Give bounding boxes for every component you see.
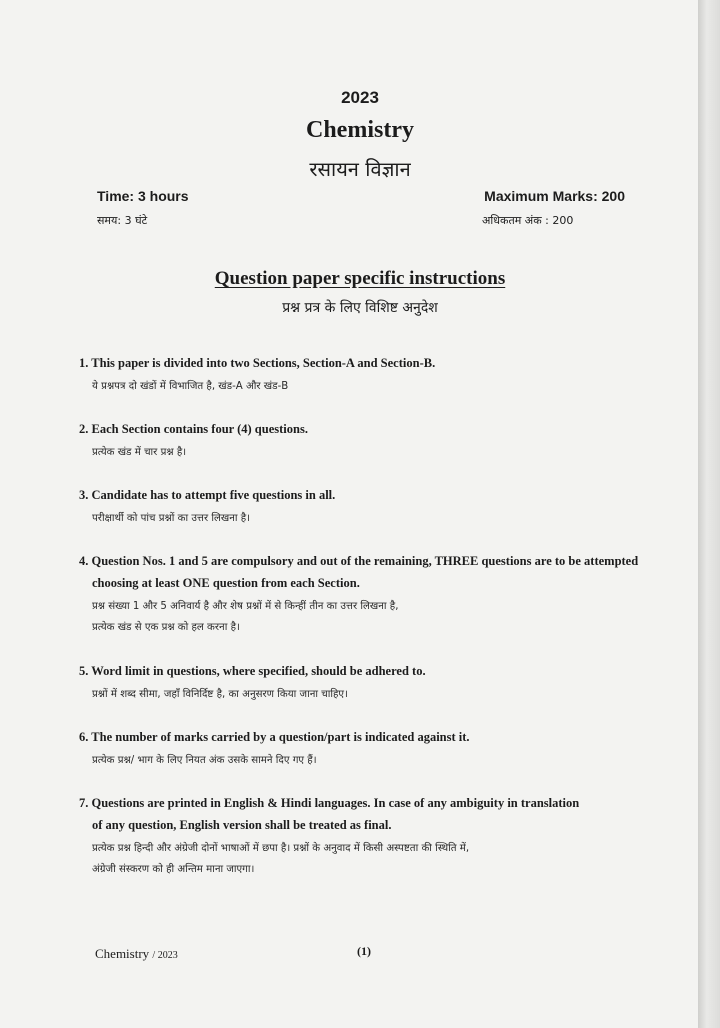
page-number: (1)	[357, 944, 371, 958]
instruction-english-line: choosing at least ONE question from each Section.	[92, 576, 360, 590]
instruction-hindi-line: प्रश्न संख्या 1 और 5 अनिवार्य है और शेष प्रश्नों में से किन्हीं तीन का उत्तर लिखना है,	[92, 601, 399, 612]
footer-subject	[95, 946, 178, 962]
instruction-hindi: ये प्रश्नपत्र दो खंडों में विभाजित है, खंड-A और खंड-B	[92, 381, 289, 392]
instruction-hindi: परीक्षार्थी को पांच प्रश्नों का उत्तर लिखना है।	[92, 513, 251, 524]
max-marks-label: Maximum Marks: 200	[484, 188, 625, 204]
instructions-heading	[0, 268, 720, 290]
footer-subject-name: Chemistry	[95, 946, 150, 961]
max-marks-label-hindi: अधिकतम अंक : 200	[482, 214, 574, 227]
instruction-hindi-line: प्रत्येक खंड से एक प्रश्न को हल करना है।	[92, 622, 240, 633]
instruction-english-line: 7. Questions are printed in English & Hindi languages. In case of any ambiguity in translation	[79, 796, 580, 810]
instruction-english: 5. Word limit in questions, where specified, should be adhered to.	[79, 664, 426, 678]
time-label: Time: 3 hours	[97, 188, 189, 204]
instruction-hindi-line: अंग्रेजी संस्करण को ही अन्तिम माना जाएगा।	[92, 864, 255, 875]
exam-year: 2023	[341, 88, 379, 107]
instruction-english: 6. The number of marks carried by a question/part is indicated against it.	[79, 730, 470, 744]
instruction-item	[79, 726, 669, 771]
instruction-english-line: 4. Question Nos. 1 and 5 are compulsory and out of the remaining, THREE questions are to be attempted	[79, 554, 639, 568]
instruction-english	[79, 550, 669, 594]
instruction-english: 3. Candidate has to attempt five questions in all.	[79, 488, 336, 502]
instruction-item	[79, 484, 669, 529]
instruction-english: 2. Each Section contains four (4) questions.	[79, 422, 308, 436]
instruction-item	[79, 792, 669, 880]
footer-year: / 2023	[152, 950, 178, 961]
instruction-item	[79, 418, 669, 463]
instruction-item	[79, 550, 669, 638]
instruction-item	[79, 660, 669, 705]
instruction-hindi: प्रत्येक खंड में चार प्रश्न है।	[92, 447, 187, 458]
time-label-hindi: समय: 3 घंटे	[97, 214, 148, 227]
subject-title: Chemistry	[306, 117, 414, 143]
instruction-english: 1. This paper is divided into two Sections, Section-A and Section-B.	[79, 356, 436, 370]
instruction-hindi	[79, 838, 669, 880]
subject-title-hindi: रसायन विज्ञान	[309, 157, 411, 181]
instruction-hindi-line: प्रत्येक प्रश्न हिन्दी और अंग्रेजी दोनों भाषाओं में छपा है। प्रश्नों के अनुवाद में किसी अस्पष्टता की स्थिति में,	[92, 843, 470, 854]
instructions-heading-hindi: प्रश्न प्रत्र के लिए विशिष्ट अनुदेश	[282, 300, 438, 316]
instruction-item	[79, 352, 669, 397]
instruction-hindi	[79, 596, 669, 638]
instruction-hindi: प्रत्येक प्रश्न/ भाग के लिए नियत अंक उसके सामने दिए गए हैं।	[92, 755, 317, 766]
instruction-hindi: प्रश्नों में शब्द सीमा, जहाँ विनिर्दिष्ट है, का अनुसरण किया जाना चाहिए।	[92, 689, 348, 700]
instruction-english	[79, 792, 669, 836]
instruction-english-line: of any question, English version shall be treated as final.	[92, 818, 392, 832]
instructions-heading-text: Question paper specific instructions	[214, 268, 506, 289]
